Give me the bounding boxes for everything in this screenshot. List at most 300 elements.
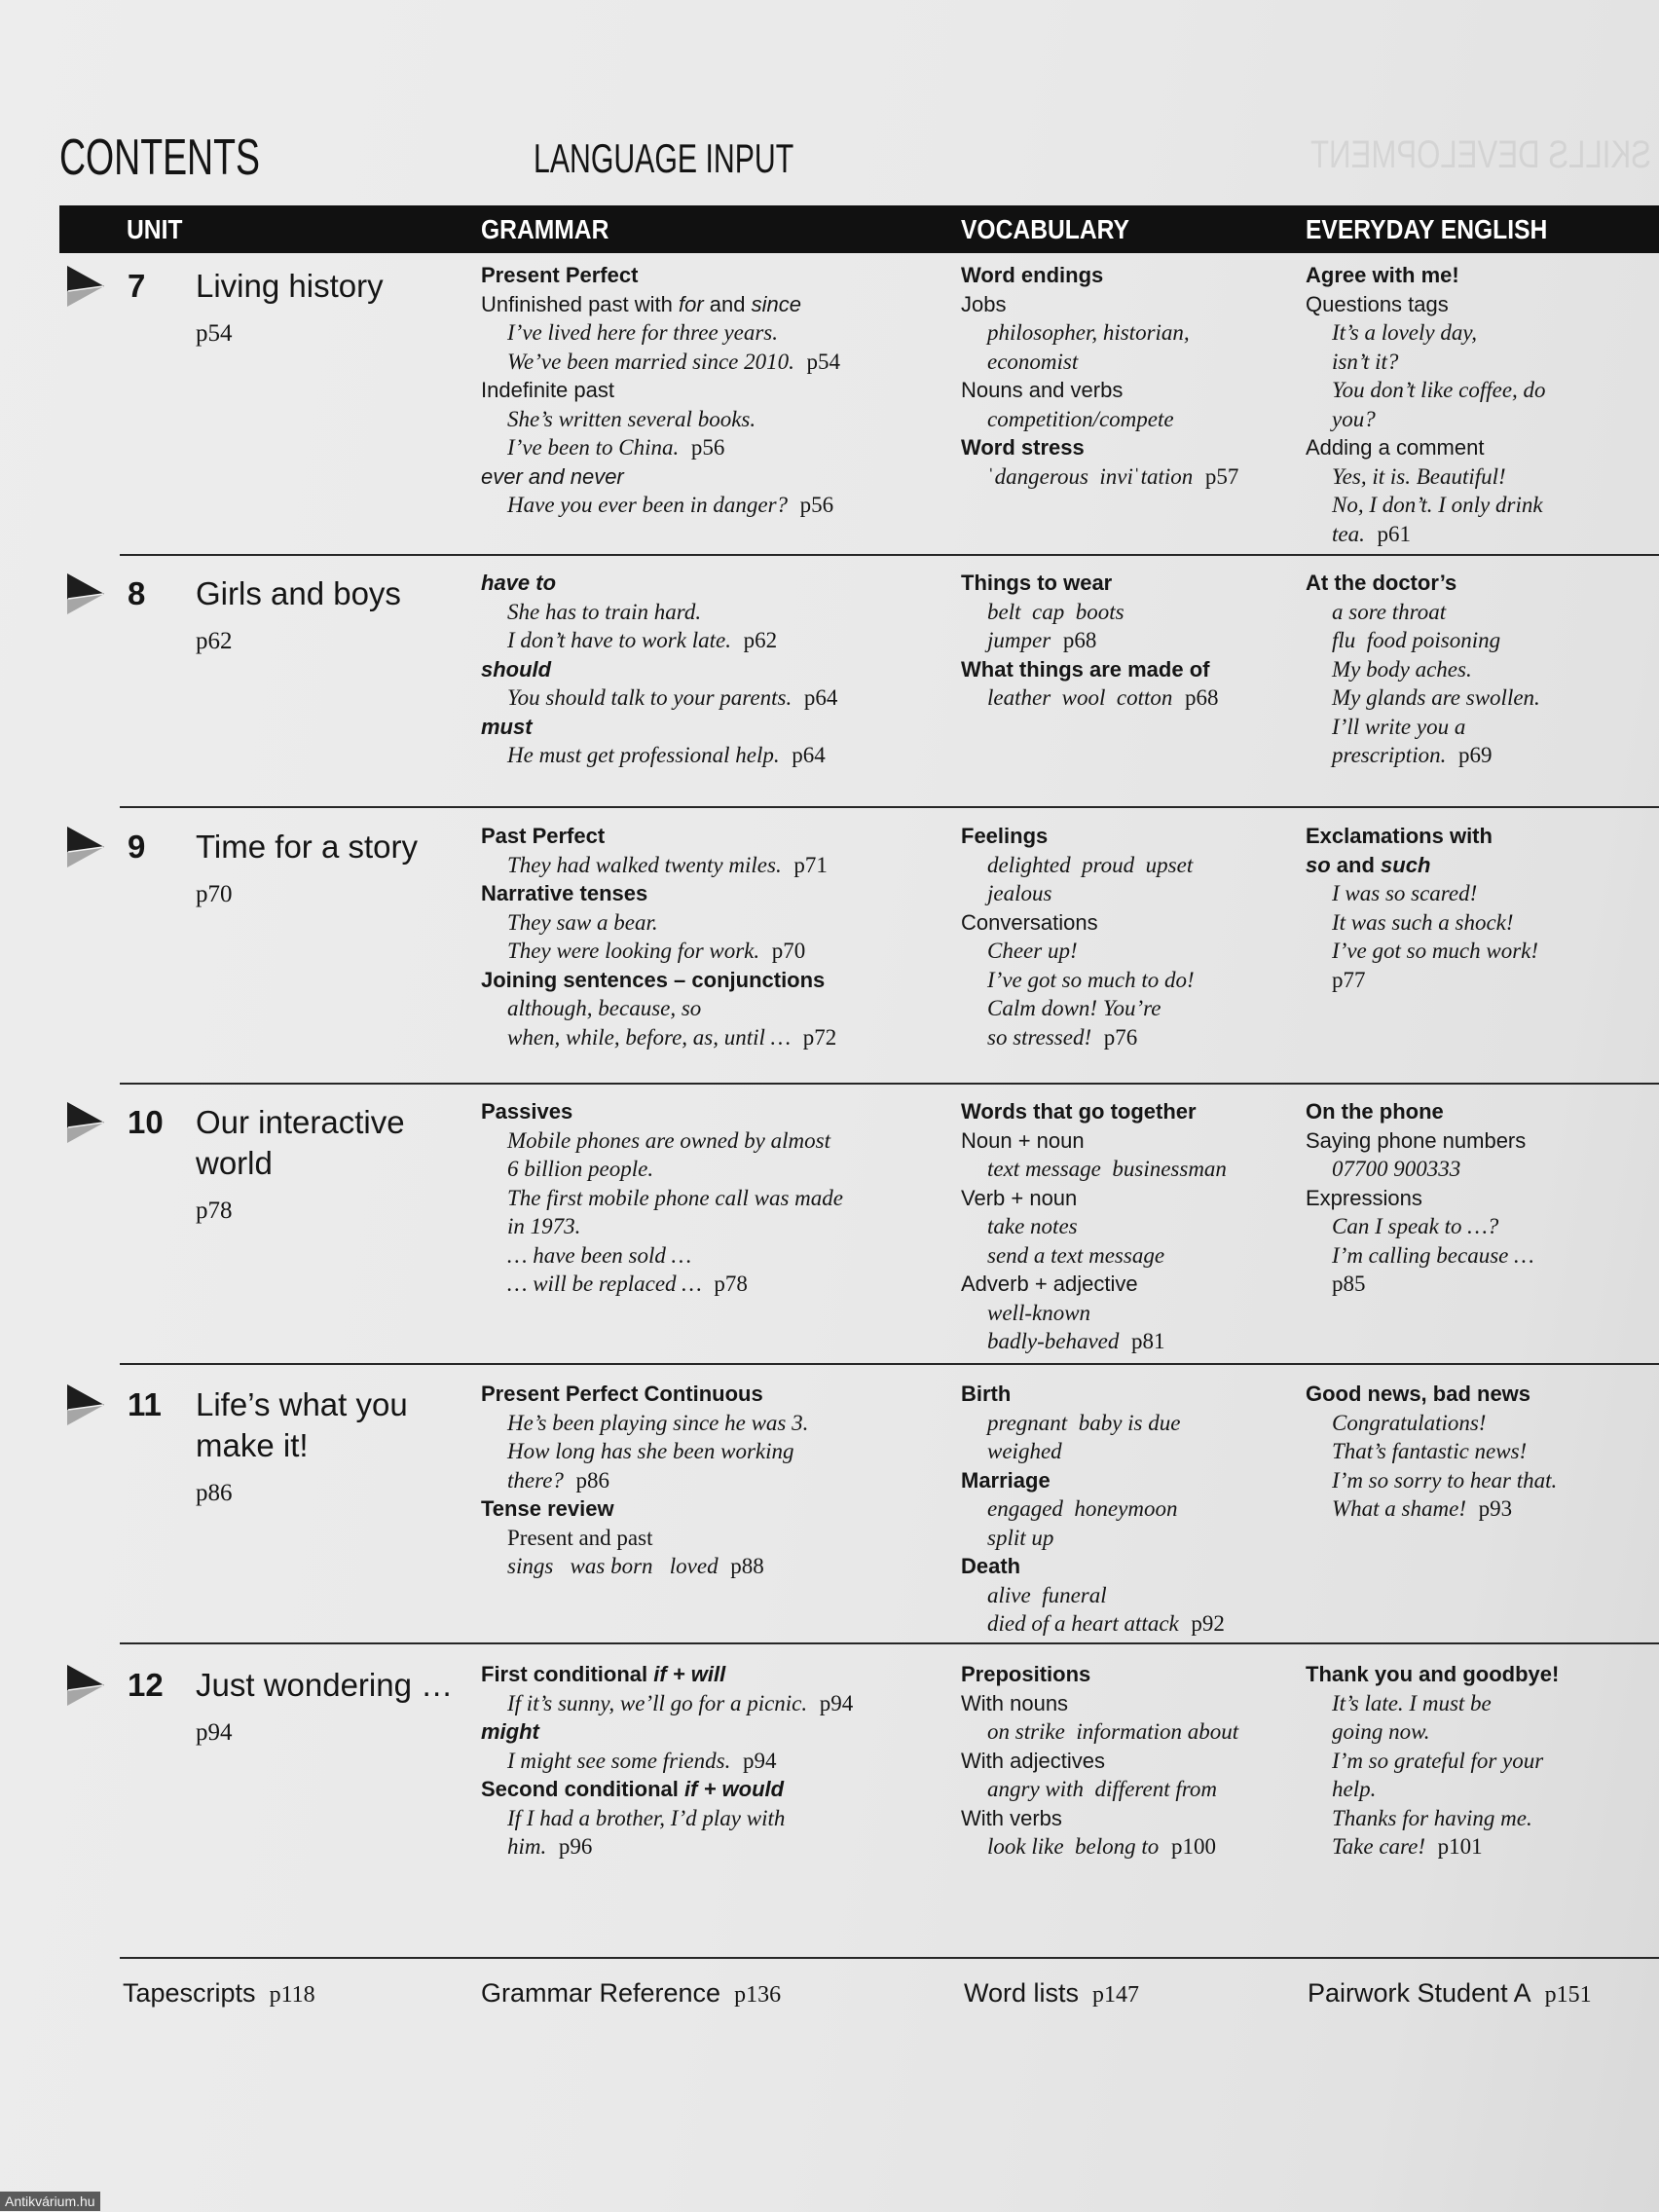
unit-row (0, 822, 1659, 1050)
heading-text: Narrative tenses (481, 881, 648, 905)
everyday-english-line (1306, 1212, 1534, 1241)
column-header-bar (59, 205, 1659, 253)
everyday-english-line (1306, 569, 1540, 598)
grammar-line (481, 348, 840, 377)
example-text: My glands are swollen. (1332, 685, 1540, 710)
grammar-line (481, 1270, 843, 1299)
vocabulary-line (961, 290, 1238, 319)
example-text: split up (987, 1525, 1054, 1550)
everyday-english-line (1306, 908, 1538, 938)
example-text: We’ve been married since 2010. (507, 349, 794, 374)
example-text: Cheer up! (987, 939, 1078, 963)
grammar-line (481, 1241, 843, 1271)
grammar-line (481, 462, 840, 492)
example-text: you? (1332, 406, 1376, 431)
vocabulary-line (961, 1689, 1238, 1718)
grammar-column (481, 261, 840, 520)
example-text: philosopher, historian, (987, 320, 1190, 345)
page-ref: p93 (1478, 1496, 1513, 1521)
everyday-english-line (1306, 348, 1546, 377)
page-ref: p77 (1332, 967, 1366, 992)
example-text: send a text message (987, 1242, 1165, 1268)
example-text: ˈdangerous inviˈtation (987, 463, 1194, 489)
heading-text: Agree with me! (1306, 263, 1459, 287)
play-arrow-icon (66, 1383, 105, 1426)
example-text: What a shame! (1332, 1496, 1466, 1521)
example-text: I’ll write you a (1332, 714, 1466, 739)
vocabulary-line (961, 879, 1195, 908)
example-text: take notes (987, 1214, 1078, 1238)
example-text: Have you ever been in danger? (507, 493, 789, 517)
heading-text: Words that go together (961, 1099, 1197, 1124)
label-text: Expressions (1306, 1185, 1422, 1210)
vocabulary-column (961, 822, 1195, 1051)
footer-label: Word lists (964, 1978, 1080, 2008)
grammar-line (481, 626, 837, 655)
vocabulary-line (961, 376, 1238, 405)
heading-italic-text: might (481, 1719, 539, 1744)
example-text: economist (987, 349, 1079, 374)
example-text: That’s fantastic news! (1332, 1439, 1528, 1463)
grammar-line (481, 851, 836, 880)
vocabulary-column (961, 569, 1219, 713)
example-text: I’m so sorry to hear that. (1332, 1467, 1558, 1493)
example-text: You should talk to your parents. (507, 685, 793, 710)
page-ref: p64 (792, 743, 826, 767)
bleed-through-heading (1305, 123, 1655, 181)
unit-title-block (196, 573, 401, 656)
heading-text: Things to wear (961, 571, 1113, 595)
label-text: Adding a comment (1306, 435, 1485, 460)
example-text: It’s late. I must be (1332, 1690, 1492, 1715)
vocabulary-line (961, 1023, 1195, 1052)
vocabulary-line (961, 598, 1219, 627)
example-text: She has to train hard. (507, 599, 702, 624)
page-ref: p56 (690, 435, 725, 460)
grammar-line (481, 879, 836, 908)
page-ref: p64 (803, 685, 838, 710)
heading-text: Thank you and goodbye! (1306, 1662, 1560, 1686)
grammar-line (481, 1775, 853, 1804)
example-text: No, I don’t. I only drink (1332, 493, 1543, 517)
everyday-english-line (1306, 966, 1538, 995)
heading-text: and (1330, 852, 1382, 877)
unit-number: 8 (128, 575, 146, 611)
example-text: It was such a shock! (1332, 909, 1514, 935)
unit-title: Time for a story (196, 829, 418, 865)
unit-title: Girls and boys (196, 575, 401, 611)
grammar-line (481, 1155, 843, 1184)
footer-grammar-reference (481, 1975, 781, 2015)
row-divider (120, 1083, 1659, 1085)
header-everyday-english: EVERYDAY ENGLISH (1306, 214, 1548, 244)
page-title: CONTENTS (59, 129, 260, 186)
example-text: jealous (987, 881, 1052, 905)
everyday-english-line (1306, 1270, 1534, 1299)
grammar-line (481, 1832, 853, 1862)
vocabulary-line (961, 1775, 1238, 1804)
vocabulary-line (961, 1494, 1225, 1524)
example-text: I might see some friends. (507, 1748, 731, 1773)
vocabulary-line (961, 683, 1219, 713)
watermark: Antikvárium.hu (0, 2192, 100, 2211)
everyday-english-line (1306, 1775, 1559, 1804)
example-text: Yes, it is. Beautiful! (1332, 463, 1506, 489)
label-text: Saying phone numbers (1306, 1127, 1527, 1153)
heading-text: Exclamations with (1306, 824, 1493, 848)
label-text: Nouns and verbs (961, 378, 1124, 402)
page-ref: p72 (802, 1024, 837, 1050)
example-text: 6 billion people. (507, 1157, 654, 1181)
everyday-english-line (1306, 1437, 1557, 1466)
label-text: With verbs (961, 1805, 1062, 1830)
everyday-english-line (1306, 1380, 1557, 1409)
grammar-line (481, 491, 840, 520)
grammar-column (481, 1380, 808, 1581)
unit-title: world (196, 1145, 273, 1181)
everyday-english-column (1306, 1660, 1559, 1862)
grammar-line (481, 713, 837, 742)
example-text: Thanks for having me. (1332, 1805, 1532, 1830)
page-ref: p147 (1092, 1982, 1140, 2008)
vocabulary-column (961, 1380, 1225, 1639)
heading-text: Feelings (961, 824, 1049, 848)
page-ref: p68 (1062, 628, 1097, 652)
example-text: He’s been playing since he was 3. (507, 1410, 809, 1435)
vocabulary-column (961, 1660, 1238, 1862)
example-text: If it’s sunny, we’ll go for a picnic. (507, 1690, 808, 1715)
everyday-english-line (1306, 1717, 1559, 1747)
heading-italic-text: should (481, 656, 552, 682)
label-text: Questions tags (1306, 291, 1449, 316)
page-ref: p62 (743, 628, 778, 652)
example-text: pregnant baby is due (987, 1410, 1181, 1435)
example-text: there? (507, 1467, 564, 1493)
vocabulary-line (961, 1327, 1227, 1356)
everyday-english-line (1306, 1155, 1534, 1184)
vocabulary-line (961, 1466, 1225, 1495)
vocabulary-line (961, 1097, 1227, 1126)
everyday-english-line (1306, 1747, 1559, 1776)
grammar-line (481, 1212, 843, 1241)
vocabulary-line (961, 1270, 1227, 1299)
grammar-line (481, 1126, 843, 1156)
header-unit: UNIT (127, 214, 183, 244)
footer-tapescripts (123, 1975, 315, 2015)
example-text: 07700 900333 (1332, 1157, 1461, 1181)
example-text: I’ve lived here for three years. (507, 320, 779, 345)
everyday-english-column (1306, 1380, 1557, 1524)
heading-text: Word endings (961, 263, 1104, 287)
everyday-english-line (1306, 1184, 1534, 1213)
page-ref: p136 (734, 1982, 782, 2008)
vocabulary-line (961, 433, 1238, 462)
heading-text: Tense review (481, 1496, 614, 1521)
grammar-line (481, 261, 840, 290)
example-text: him. (507, 1834, 547, 1859)
page-ref: p86 (575, 1467, 610, 1493)
everyday-english-column (1306, 822, 1538, 994)
page-ref: p56 (799, 493, 834, 517)
play-arrow-icon (66, 1101, 105, 1144)
everyday-english-line (1306, 462, 1546, 492)
example-text: weighed (987, 1439, 1062, 1463)
footer-word-lists (964, 1975, 1139, 2015)
footer-label: Grammar Reference (481, 1978, 721, 2008)
everyday-english-line (1306, 261, 1546, 290)
heading-text: Good news, bad news (1306, 1382, 1531, 1406)
example-text: Can I speak to …? (1332, 1214, 1499, 1238)
footer-pairwork (1308, 1975, 1592, 2015)
footer-label: Pairwork Student A (1308, 1978, 1531, 2008)
grammar-line (481, 1466, 808, 1495)
label-text: With nouns (961, 1690, 1069, 1715)
grammar-line (481, 655, 837, 684)
heading-italic-text: such (1381, 852, 1431, 877)
heading-italic-text: have to (481, 571, 557, 595)
example-text: I’ve got so much to do! (987, 967, 1195, 992)
example-text: I don’t have to work late. (507, 628, 731, 652)
vocabulary-line (961, 405, 1238, 434)
example-text: help. (1332, 1777, 1377, 1801)
example-text: died of a heart attack (987, 1611, 1179, 1636)
example-text: badly-behaved (987, 1329, 1120, 1353)
heading-text: Present Perfect (481, 263, 639, 287)
heading-text: Present Perfect Continuous (481, 1382, 763, 1406)
row-divider (120, 1363, 1659, 1365)
grammar-line (481, 1184, 843, 1213)
page-ref: p71 (793, 852, 828, 877)
everyday-english-line (1306, 822, 1538, 851)
vocabulary-line (961, 1717, 1238, 1747)
example-text: so stressed! (987, 1024, 1092, 1050)
everyday-english-line (1306, 741, 1540, 770)
example-text: look like belong to (987, 1834, 1160, 1859)
grammar-line (481, 1023, 836, 1052)
example-text: jumper (987, 628, 1051, 652)
page-ref: p85 (1332, 1272, 1366, 1296)
everyday-english-line (1306, 598, 1540, 627)
grammar-line (481, 1380, 808, 1409)
page-ref: p94 (819, 1690, 854, 1715)
unit-title-block (196, 827, 418, 909)
unit-number: 12 (128, 1667, 164, 1703)
unit-number: 7 (128, 268, 146, 304)
vocabulary-line (961, 261, 1238, 290)
page-ref: p100 (1170, 1834, 1216, 1859)
example-text: I’m calling because … (1332, 1242, 1534, 1268)
vocabulary-line (961, 462, 1238, 492)
page-ref: p92 (1191, 1611, 1225, 1636)
grammar-line (481, 1552, 808, 1581)
example-text: … have been sold … (507, 1242, 692, 1268)
play-arrow-icon (66, 1664, 105, 1707)
vocabulary-line (961, 937, 1195, 966)
example-text: isn’t it? (1332, 349, 1399, 374)
example-text: … will be replaced … (507, 1272, 702, 1296)
label-text: and (703, 291, 752, 316)
vocabulary-line (961, 851, 1195, 880)
play-arrow-icon (66, 826, 105, 868)
page-ref: p61 (1377, 521, 1411, 546)
page-ref: p94 (742, 1748, 777, 1773)
vocabulary-line (961, 822, 1195, 851)
vocabulary-line (961, 908, 1195, 938)
unit-page-ref: p78 (196, 1198, 233, 1224)
unit-page-ref: p62 (196, 628, 233, 654)
body-text: Present and past (507, 1525, 653, 1550)
everyday-english-line (1306, 1097, 1534, 1126)
row-divider (120, 554, 1659, 556)
page-ref: p88 (730, 1554, 764, 1578)
page-ref: p69 (1457, 743, 1493, 767)
unit-page-ref: p86 (196, 1480, 233, 1506)
vocabulary-line (961, 1184, 1227, 1213)
label-text: Adverb + adjective (961, 1272, 1138, 1296)
label-text: Conversations (961, 909, 1098, 935)
everyday-english-column (1306, 261, 1546, 548)
everyday-english-line (1306, 1804, 1559, 1833)
everyday-english-line (1306, 1689, 1559, 1718)
grammar-line (481, 405, 840, 434)
heading-text: At the doctor’s (1306, 571, 1457, 595)
example-text: leather wool cotton (987, 685, 1173, 710)
label-text: Indefinite past (481, 378, 614, 402)
example-text: Congratulations! (1332, 1410, 1487, 1435)
vocabulary-line (961, 966, 1195, 995)
footer-label: Tapescripts (123, 1978, 256, 2008)
heading-text: Marriage (961, 1467, 1051, 1493)
vocabulary-line (961, 655, 1219, 684)
page-ref: p57 (1204, 463, 1239, 489)
example-text: Calm down! You’re (987, 996, 1161, 1020)
everyday-english-line (1306, 318, 1546, 348)
heading-text: First conditional (481, 1662, 654, 1686)
example-text: competition/compete (987, 406, 1174, 431)
unit-number: 9 (128, 829, 146, 865)
unit-number: 11 (128, 1386, 162, 1422)
heading-text: Prepositions (961, 1662, 1091, 1686)
grammar-line (481, 1747, 853, 1776)
grammar-line (481, 1804, 853, 1833)
page-ref: p96 (558, 1834, 593, 1859)
everyday-english-line (1306, 1466, 1557, 1495)
grammar-line (481, 683, 837, 713)
example-text: He must get professional help. (507, 743, 780, 767)
page-ref: p78 (714, 1272, 748, 1296)
vocabulary-line (961, 1437, 1225, 1466)
vocabulary-line (961, 1524, 1225, 1553)
vocabulary-line (961, 569, 1219, 598)
grammar-column (481, 822, 836, 1051)
example-text: How long has she been working (507, 1439, 794, 1463)
grammar-line (481, 741, 837, 770)
everyday-english-line (1306, 713, 1540, 742)
vocabulary-column (961, 261, 1238, 491)
heading-text: Word stress (961, 435, 1085, 460)
everyday-english-line (1306, 655, 1540, 684)
vocabulary-line (961, 1747, 1238, 1776)
label-text: Verb + noun (961, 1185, 1078, 1210)
heading-text: Second conditional (481, 1777, 685, 1801)
heading-text: Past Perfect (481, 824, 606, 848)
page-ref: p118 (269, 1982, 315, 2008)
grammar-line (481, 1097, 843, 1126)
unit-row (0, 1660, 1659, 1859)
unit-row (0, 569, 1659, 767)
grammar-line (481, 1409, 808, 1438)
page-ref: p54 (806, 349, 841, 374)
everyday-english-line (1306, 376, 1546, 405)
play-arrow-icon (66, 265, 105, 308)
example-text: They had walked twenty miles. (507, 852, 782, 877)
unit-title: make it! (196, 1427, 309, 1463)
unit-title: Life’s what you (196, 1386, 408, 1422)
row-divider (120, 806, 1659, 808)
grammar-line (481, 433, 840, 462)
bleed-through-text: SKILLS DEVELOPMENT (1310, 133, 1651, 176)
unit-title-block (196, 1102, 405, 1226)
unit-row (0, 1380, 1659, 1636)
example-text: although, because, so (507, 996, 702, 1020)
everyday-english-line (1306, 520, 1546, 549)
heading-italic-text: if + will (653, 1662, 726, 1686)
grammar-line (481, 937, 836, 966)
everyday-english-line (1306, 879, 1538, 908)
heading-text: Passives (481, 1099, 573, 1124)
everyday-english-line (1306, 491, 1546, 520)
everyday-english-line (1306, 1126, 1534, 1156)
unit-number: 10 (128, 1104, 164, 1140)
vocabulary-line (961, 1609, 1225, 1639)
example-text: You don’t like coffee, do (1332, 378, 1546, 402)
example-text: tea. (1332, 521, 1365, 546)
example-text: The first mobile phone call was made (507, 1185, 843, 1210)
vocabulary-line (961, 1212, 1227, 1241)
example-text: I’ve been to China. (507, 435, 680, 460)
example-text: delighted proud upset (987, 852, 1194, 877)
everyday-english-line (1306, 626, 1540, 655)
grammar-line (481, 1437, 808, 1466)
vocabulary-line (961, 1409, 1225, 1438)
everyday-english-column (1306, 1097, 1534, 1299)
example-text: prescription. (1332, 743, 1447, 767)
unit-title: Just wondering … (196, 1667, 454, 1703)
grammar-line (481, 290, 840, 319)
example-text: well-known (987, 1300, 1091, 1325)
grammar-column (481, 1660, 853, 1862)
vocabulary-line (961, 1126, 1227, 1156)
vocabulary-line (961, 1804, 1238, 1833)
grammar-line (481, 569, 837, 598)
example-text: engaged honeymoon (987, 1496, 1178, 1521)
everyday-english-line (1306, 405, 1546, 434)
example-text: Take care! (1332, 1834, 1426, 1859)
example-text: I’ve got so much work! (1332, 939, 1539, 963)
vocabulary-line (961, 1552, 1225, 1581)
page-ref: p70 (771, 939, 806, 963)
everyday-english-line (1306, 433, 1546, 462)
grammar-line (481, 318, 840, 348)
grammar-line (481, 908, 836, 938)
vocabulary-line (961, 1241, 1227, 1271)
everyday-english-line (1306, 1241, 1534, 1271)
everyday-english-line (1306, 851, 1538, 880)
everyday-english-line (1306, 1660, 1559, 1689)
example-text: sings was born loved (507, 1554, 719, 1578)
vocabulary-line (961, 1299, 1227, 1328)
play-arrow-icon (66, 572, 105, 615)
